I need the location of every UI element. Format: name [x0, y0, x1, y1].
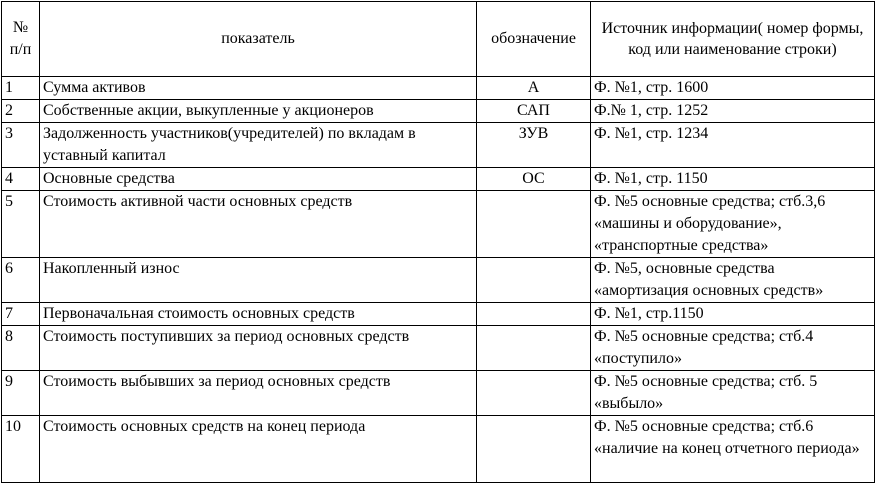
row-designation [477, 371, 591, 416]
row-number: 3 [2, 123, 40, 168]
row-source: Ф. №1, стр.1150 [591, 303, 875, 326]
table-row [2, 371, 875, 416]
row-designation: А [477, 77, 591, 100]
row-designation [477, 326, 591, 371]
row-indicator: Стоимость поступивших за период основных средств [40, 326, 477, 371]
row-number: 5 [2, 191, 40, 258]
row-designation: ЗУВ [477, 123, 591, 168]
row-indicator: Задолженность участников(учредителей) по вкладам в уставный капитал [40, 123, 477, 168]
row-number: 10 [2, 416, 40, 483]
row-indicator: Накопленный износ [40, 258, 477, 303]
indicators-table [1, 1, 875, 483]
row-number: 6 [2, 258, 40, 303]
row-designation: САП [477, 100, 591, 123]
table-row [2, 191, 875, 258]
row-source: Ф. №5 основные средства; стб. 5 «выбыло» [591, 371, 875, 416]
row-designation [477, 416, 591, 483]
row-indicator: Стоимость выбывших за период основных средств [40, 371, 477, 416]
row-designation [477, 258, 591, 303]
row-source: Ф. №5 основные средства; стб.6 «наличие на конец отчетного периода» [591, 416, 875, 483]
row-indicator: Собственные акции, выкупленные у акционеров [40, 100, 477, 123]
header-source: Источник информации( номер формы, код или наименование строки) [591, 2, 875, 77]
row-source: Ф. №1, стр. 1150 [591, 168, 875, 191]
row-number: 2 [2, 100, 40, 123]
table-row [2, 303, 875, 326]
row-designation [477, 191, 591, 258]
header-designation: обозначение [477, 2, 591, 77]
row-indicator: Сумма активов [40, 77, 477, 100]
row-designation [477, 303, 591, 326]
row-indicator: Стоимость активной части основных средств [40, 191, 477, 258]
row-number: 4 [2, 168, 40, 191]
table-row [2, 100, 875, 123]
row-indicator: Первоначальная стоимость основных средств [40, 303, 477, 326]
header-number: № п/п [2, 2, 40, 77]
row-indicator: Основные средства [40, 168, 477, 191]
row-indicator: Стоимость основных средств на конец периода [40, 416, 477, 483]
row-source: Ф. №1, стр. 1234 [591, 123, 875, 168]
row-designation: ОС [477, 168, 591, 191]
row-source: Ф. №5 основные средства; стб.4 «поступило» [591, 326, 875, 371]
table-row [2, 326, 875, 371]
table-row [2, 258, 875, 303]
table-row [2, 416, 875, 483]
table-row [2, 77, 875, 100]
table-header-row [2, 2, 875, 77]
row-number: 7 [2, 303, 40, 326]
row-source: Ф.№ 1, стр. 1252 [591, 100, 875, 123]
table-row [2, 168, 875, 191]
row-source: Ф. №5 основные средства; стб.3,6 «машины и оборудование», «транспортные средства» [591, 191, 875, 258]
row-source: Ф. №1, стр. 1600 [591, 77, 875, 100]
row-number: 1 [2, 77, 40, 100]
row-source: Ф. №5, основные средства «амортизация основных средств» [591, 258, 875, 303]
row-number: 9 [2, 371, 40, 416]
header-indicator: показатель [40, 2, 477, 77]
row-number: 8 [2, 326, 40, 371]
table-row [2, 123, 875, 168]
